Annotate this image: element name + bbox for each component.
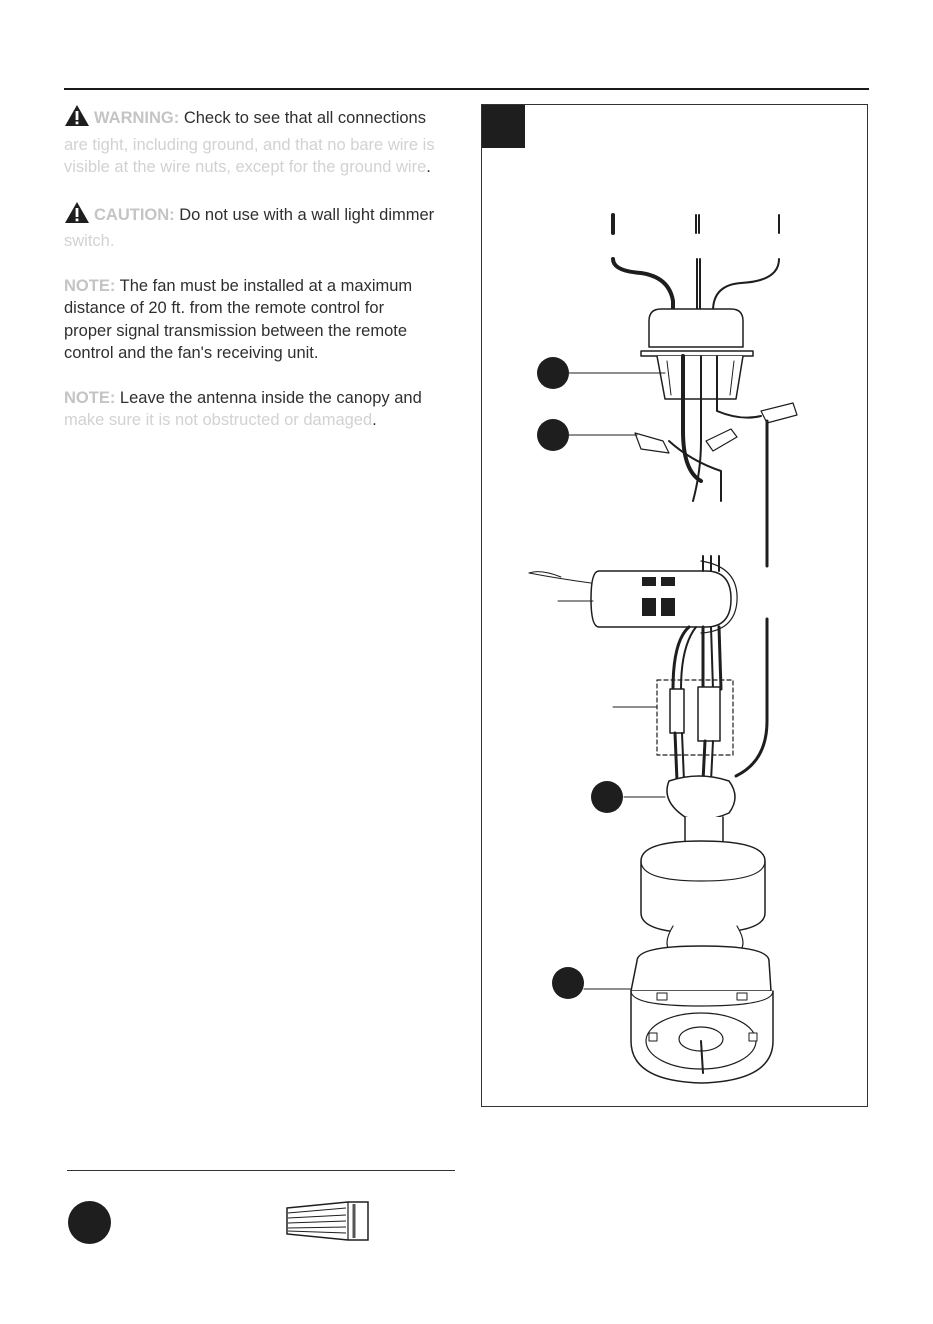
caution-label: CAUTION:	[94, 205, 175, 224]
header-rule	[64, 88, 869, 90]
parts-legend-rule	[67, 1170, 455, 1171]
range-note	[64, 275, 462, 365]
wiring-illustration	[482, 105, 868, 1107]
note-label: NOTE:	[64, 388, 116, 407]
range-note-text: The fan must be installed at a maximum	[115, 276, 413, 295]
warning-note	[64, 104, 462, 179]
note-label: NOTE:	[64, 276, 116, 295]
warning-period: .	[426, 158, 431, 176]
warning-text-line3: visible at the wire nuts, except for the ground wire	[64, 158, 427, 176]
warning-triangle-icon	[64, 104, 90, 134]
wire-nut-icon	[284, 1200, 370, 1247]
range-note-line4: control and the fan's receiving unit.	[64, 344, 319, 362]
antenna-note-line2: make sure it is not obstructed or damaged	[64, 411, 373, 429]
caution-text-line2: switch.	[64, 232, 115, 250]
antenna-note-text: Leave the antenna inside the canopy and	[115, 388, 422, 407]
antenna-note	[64, 387, 462, 432]
safety-notes	[64, 104, 462, 454]
range-note-line2: distance of 20 ft. from the remote control for	[64, 299, 385, 317]
warning-label: WARNING:	[94, 109, 180, 127]
warning-triangle-icon	[64, 201, 90, 231]
range-note-line3: proper signal transmission between the remote	[64, 321, 408, 340]
caution-note	[64, 201, 462, 253]
warning-text-line2: are tight, including ground, and that no bare wire is	[64, 135, 435, 154]
antenna-note-period: .	[372, 411, 377, 429]
parts-legend-callout	[68, 1201, 111, 1244]
warning-text: Check to see that all connections	[179, 109, 426, 127]
wiring-diagram-panel	[481, 104, 868, 1107]
caution-text: Do not use with a wall light dimmer	[174, 205, 435, 224]
